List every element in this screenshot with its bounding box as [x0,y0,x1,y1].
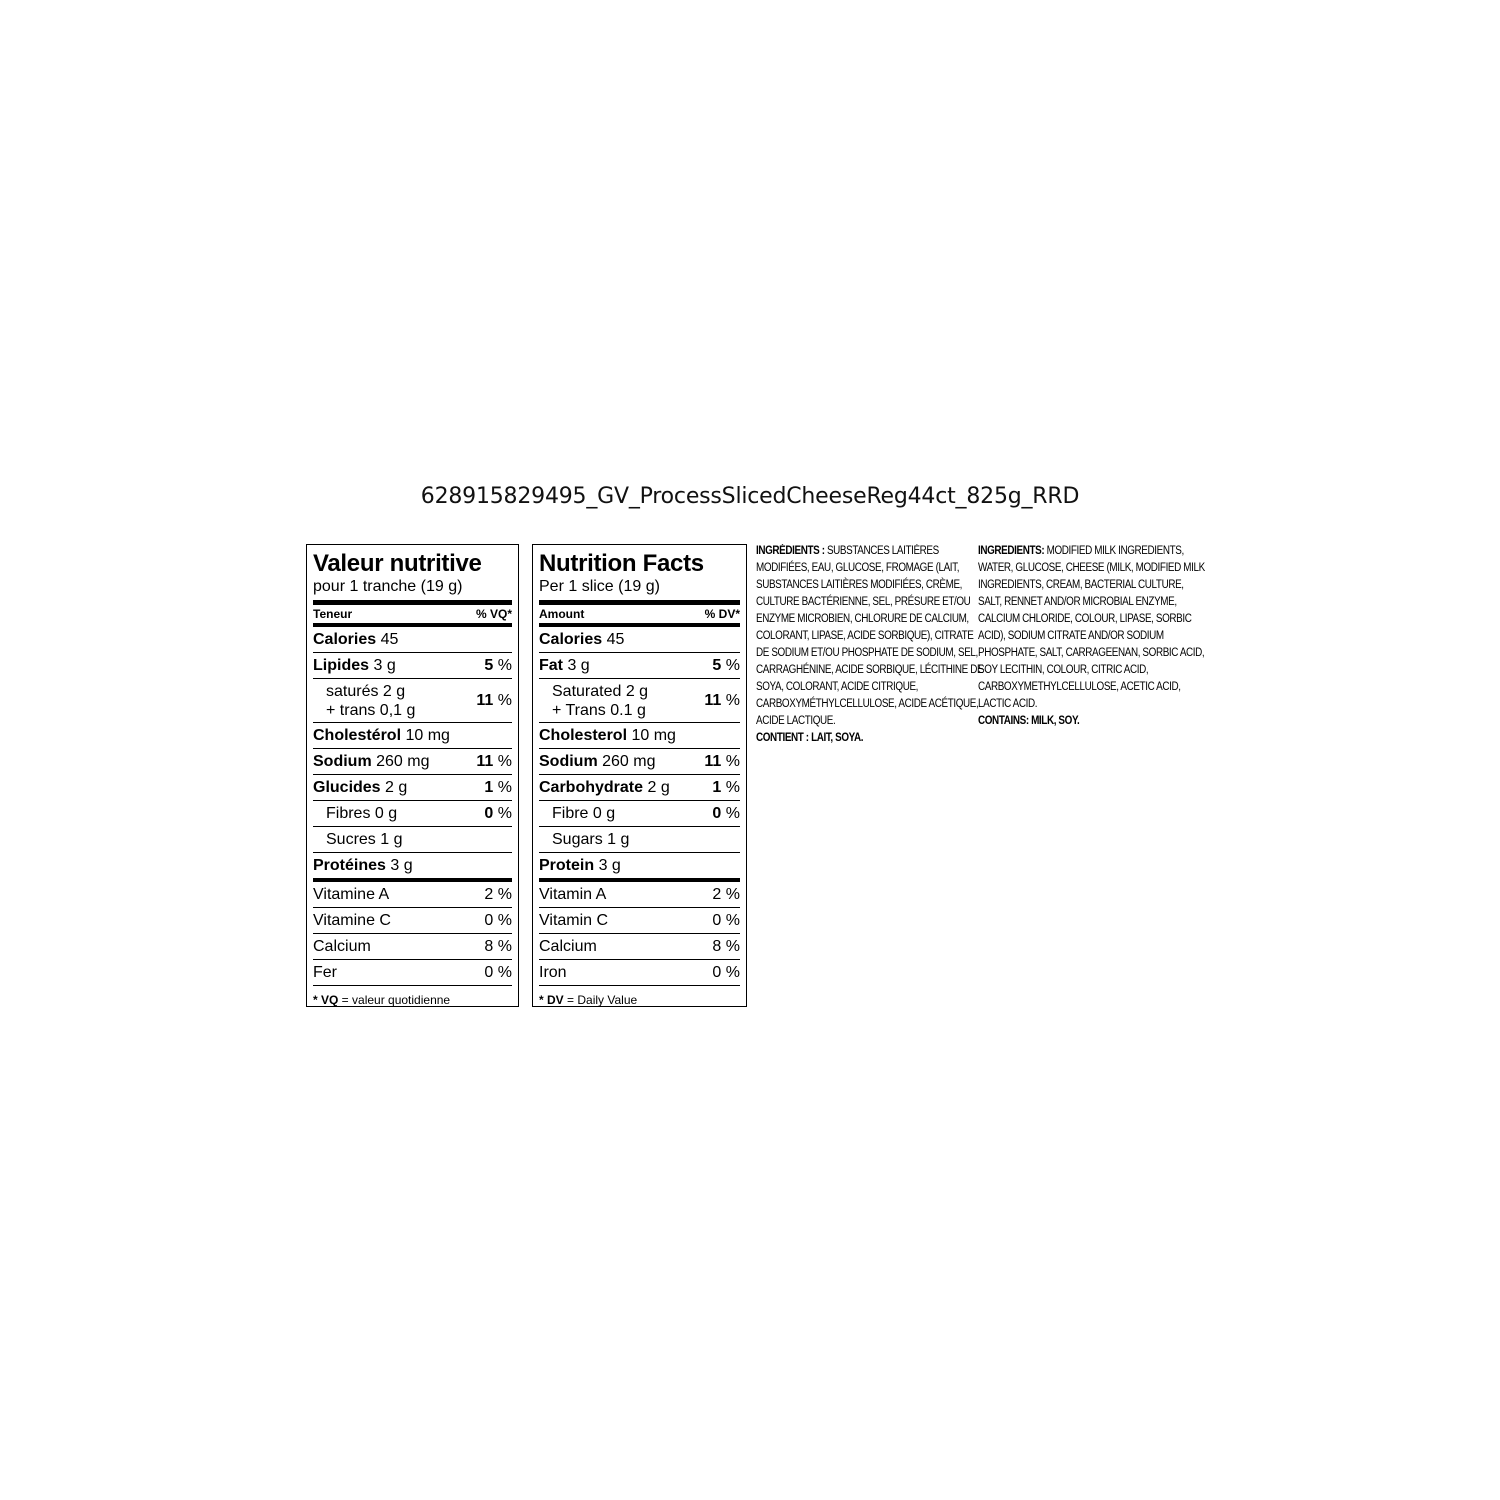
row-protein [313,852,512,878]
row-sat-trans [313,678,512,722]
pct-sign: % [493,805,512,822]
row-calcium [539,933,740,959]
row-calories [313,627,512,652]
carbohydrate-label: Carbohydrate [539,779,644,796]
calories-label: Calories [539,631,603,648]
pct-sign: % [493,692,512,709]
sugars-label: Sucres 1 g [326,831,403,848]
sodium-pct: 11 [476,753,494,770]
row-cholesterol [539,722,740,748]
ingredients-text: SUBSTANCES LAITIÈRES MODIFIÉES, EAU, GLUCOSE, FROMAGE (LAIT, SUBSTANCES LAITIÈRES MODIFIÉES, CRÈME, CULTURE BACTÉRIENNE, SEL, PRÉSURE ET/OU ENZYME MICROBIEN, CHLORURE DE CALCIUM, COLORANT, LIPASE, ACIDE SORBIQUE), CITRATE DE SODIUM ET/OU PHOSPHATE DE SODIUM, SEL, CARRAGHÉNINE, ACIDE SORBIQUE, LÉCITHINE DE SOYA, COLORANT, ACIDE CITRIQUE, CARBOXYMÉTHYLCELLULOSE, ACIDE ACÉTIQUE, ACIDE LACTIQUE. [756,545,984,727]
ingredients-english [978,543,1208,730]
nutrient-rows [313,627,512,878]
fat-pct: 5 [484,657,494,674]
ingredients-lead: INGRÉDIENTS : [756,545,825,557]
protein-label: Protéines [313,857,386,874]
iron-label: Iron [539,964,567,981]
sat-pct: 11 [704,692,722,709]
pct-header: % VQ* [475,607,512,621]
row-vitamin-a [313,882,512,907]
iron-pct: 0 % [484,964,512,981]
sodium-amount: 260 mg [376,753,430,770]
carbohydrate-label: Glucides [313,779,381,796]
row-vitamin-c [539,907,740,933]
protein-amount: 3 g [390,857,413,874]
row-vitamin-a [539,882,740,907]
row-sat-trans [539,678,740,722]
row-fibre [313,800,512,826]
vitamin-rows [313,882,512,985]
sodium-label: Sodium [313,753,372,770]
fat-amount: 3 g [567,657,590,674]
row-fibre [539,800,740,826]
panel-title: Nutrition Facts [539,550,704,577]
carbohydrate-pct: 1 [712,779,722,796]
ingredients-lead: INGREDIENTS: [978,545,1045,557]
vitamin-c-pct: 0 % [712,912,740,929]
calcium-pct: 8 % [484,938,512,955]
fat-label: Fat [539,657,563,674]
fibre-label: Fibre 0 g [552,805,616,822]
amount-header: Teneur [313,607,353,621]
pct-sign: % [721,753,740,770]
row-sodium [313,748,512,774]
pct-sign: % [721,805,740,822]
panel-title: Valeur nutritive [313,550,482,577]
row-protein [539,852,740,878]
pct-header: % DV* [704,607,740,621]
row-fat [539,652,740,678]
nutrition-panel-french [306,544,519,1007]
row-vitamin-c [313,907,512,933]
nutrient-rows [539,627,740,878]
calories-value: 45 [606,631,625,648]
vitamin-c-pct: 0 % [484,912,512,929]
sodium-amount: 260 mg [602,753,656,770]
footnote [313,985,512,1014]
row-sugars [539,826,740,852]
footnote-text: = Daily Value [563,993,638,1007]
cholesterol-amount: 10 mg [405,727,450,744]
row-iron [539,959,740,985]
file-title: 628915829495_GV_ProcessSlicedCheeseReg44ct_825g_RRD [420,484,1080,509]
sat-trans-label: saturés 2 g + trans 0,1 g [326,682,416,719]
row-carbohydrate [313,774,512,800]
row-calcium [313,933,512,959]
calcium-label: Calcium [313,938,371,955]
footnote [539,985,740,1014]
vitamin-a-pct: 2 % [712,886,740,903]
carbohydrate-pct: 1 [484,779,494,796]
footnote-key: * VQ [313,993,339,1007]
footnote-text: = valeur quotidienne [338,993,451,1007]
fat-amount: 3 g [373,657,396,674]
cholesterol-label: Cholestérol [313,727,402,744]
fat-pct: 5 [712,657,722,674]
vitamin-a-label: Vitamin A [539,886,607,903]
calories-label: Calories [313,631,377,648]
protein-label: Protein [539,857,595,874]
iron-pct: 0 % [712,964,740,981]
fibre-pct: 0 [712,805,722,822]
carbohydrate-amount: 2 g [385,779,408,796]
vitamin-rows [539,882,740,985]
vitamin-c-label: Vitamine C [313,912,391,929]
vitamin-a-label: Vitamine A [313,886,390,903]
column-header [313,605,512,623]
serving-size: Per 1 slice (19 g) [539,578,660,595]
iron-label: Fer [313,964,337,981]
row-iron [313,959,512,985]
ingredients-french [756,543,986,747]
allergen-statement: CONTIENT : LAIT, SOYA. [756,732,864,744]
pct-sign: % [493,657,512,674]
fibre-pct: 0 [484,805,494,822]
pct-sign: % [493,753,512,770]
fibre-label: Fibres 0 g [326,805,398,822]
amount-header: Amount [539,607,585,621]
ingredients-text: MODIFIED MILK INGREDIENTS, WATER, GLUCOSE, CHEESE (MILK, MODIFIED MILK INGREDIENTS, CREAM, BACTERIAL CULTURE, SALT, RENNET AND/OR MICROBIAL ENZYME, CALCIUM CHLORIDE, COLOUR, LIPASE, SORBIC ACID), SODIUM CITRATE AND/OR SODIUM PHOSPHATE, SALT, CARRAGEENAN, SORBIC ACID, SOY LECITHIN, COLOUR, CITRIC ACID, CARBOXYMETHYLCELLULOSE, ACETIC ACID, LACTIC ACID. [978,545,1205,710]
column-header [539,605,740,623]
sodium-label: Sodium [539,753,598,770]
sugars-label: Sugars 1 g [552,831,630,848]
row-sugars [313,826,512,852]
sodium-pct: 11 [704,753,722,770]
row-fat [313,652,512,678]
row-carbohydrate [539,774,740,800]
calories-value: 45 [380,631,399,648]
nutrition-panel-english [532,544,747,1007]
cholesterol-label: Cholesterol [539,727,628,744]
carbohydrate-amount: 2 g [647,779,670,796]
sat-pct: 11 [476,692,494,709]
row-sodium [539,748,740,774]
pct-sign: % [721,779,740,796]
serving-size: pour 1 tranche (19 g) [313,578,463,595]
calcium-pct: 8 % [712,938,740,955]
vitamin-a-pct: 2 % [484,886,512,903]
pct-sign: % [493,779,512,796]
cholesterol-amount: 10 mg [631,727,676,744]
allergen-statement: CONTAINS: MILK, SOY. [978,715,1080,727]
calcium-label: Calcium [539,938,597,955]
row-cholesterol [313,722,512,748]
fat-label: Lipides [313,657,370,674]
footnote-key: * DV [539,993,564,1007]
pct-sign: % [721,692,740,709]
pct-sign: % [721,657,740,674]
protein-amount: 3 g [598,857,621,874]
sat-trans-label: Saturated 2 g + Trans 0.1 g [552,682,649,719]
vitamin-c-label: Vitamin C [539,912,609,929]
row-calories [539,627,740,652]
